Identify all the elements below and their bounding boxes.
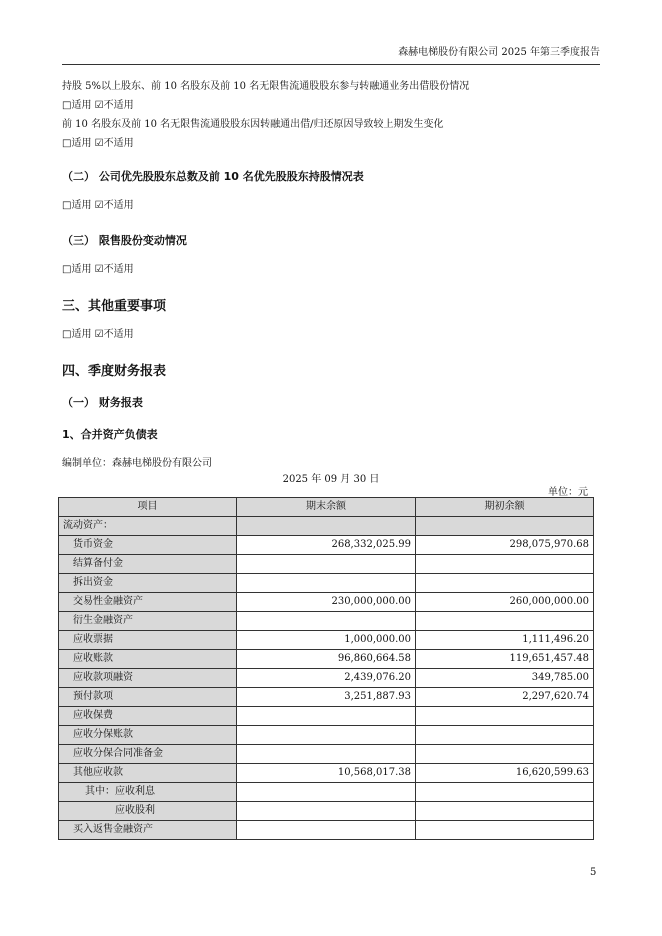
- row-label: 应收款项融资: [59, 669, 237, 688]
- column-header-begin-balance: 期初余额: [416, 498, 594, 517]
- section-heading-financial: 四、季度财务报表: [62, 364, 167, 379]
- row-label: 拆出资金: [59, 574, 237, 593]
- row-label: 应收账款: [59, 650, 237, 669]
- begin-value: [416, 555, 594, 574]
- begin-value: 2,297,620.74: [416, 688, 594, 707]
- begin-value: [416, 574, 594, 593]
- row-label: 买入返售金融资产: [59, 821, 237, 840]
- applicability-option: □适用 ☑不适用: [62, 329, 134, 340]
- table-row: [59, 821, 594, 840]
- end-value: [237, 555, 416, 574]
- begin-value: [416, 707, 594, 726]
- begin-value: [416, 612, 594, 631]
- begin-value: [416, 802, 594, 821]
- table-row: [59, 631, 594, 650]
- table-row: [59, 574, 594, 593]
- begin-value: [416, 517, 594, 536]
- section-heading-other: 三、其他重要事项: [62, 299, 167, 314]
- row-label: 交易性金融资产: [59, 593, 237, 612]
- row-label: 应收分保账款: [59, 726, 237, 745]
- table-row: [59, 650, 594, 669]
- section-heading-restricted: （三） 限售股份变动情况: [62, 234, 187, 247]
- subsection-heading-statements: （一） 财务报表: [62, 396, 143, 409]
- table-row: [59, 555, 594, 574]
- column-header-item: 项目: [59, 498, 237, 517]
- report-title: 森赫电梯股份有限公司 2025 年第三季度报告: [398, 47, 600, 58]
- begin-value: [416, 783, 594, 802]
- balance-sheet-table: [58, 497, 594, 840]
- table-row: [59, 593, 594, 612]
- end-value: 3,251,887.93: [237, 688, 416, 707]
- applicability-option: □适用 ☑不适用: [62, 138, 134, 149]
- end-value: [237, 726, 416, 745]
- report-date: 2025 年 09 月 30 日: [282, 474, 380, 485]
- end-value: [237, 707, 416, 726]
- row-label: 预付款项: [59, 688, 237, 707]
- begin-value: 260,000,000.00: [416, 593, 594, 612]
- table-row: [59, 764, 594, 783]
- table-row: [59, 536, 594, 555]
- begin-value: [416, 745, 594, 764]
- row-label: 其他应收款: [59, 764, 237, 783]
- begin-value: 16,620,599.63: [416, 764, 594, 783]
- begin-value: [416, 821, 594, 840]
- end-value: 230,000,000.00: [237, 593, 416, 612]
- begin-value: 119,651,457.48: [416, 650, 594, 669]
- table-row: [59, 745, 594, 764]
- begin-value: 349,785.00: [416, 669, 594, 688]
- table-row: [59, 783, 594, 802]
- begin-value: 298,075,970.68: [416, 536, 594, 555]
- row-label: 应收票据: [59, 631, 237, 650]
- end-value: 2,439,076.20: [237, 669, 416, 688]
- table-row: [59, 688, 594, 707]
- end-value: [237, 821, 416, 840]
- row-label: 应收保费: [59, 707, 237, 726]
- lending-change-text: 前 10 名股东及前 10 名无限售流通股股东因转融通出借/归还原因导致较上期发生变化: [62, 119, 444, 130]
- table-row: [59, 669, 594, 688]
- end-value: [237, 574, 416, 593]
- row-label: 应收分保合同准备金: [59, 745, 237, 764]
- end-value: 1,000,000.00: [237, 631, 416, 650]
- end-value: [237, 517, 416, 536]
- end-value: 10,568,017.38: [237, 764, 416, 783]
- applicability-option: □适用 ☑不适用: [62, 200, 134, 211]
- applicability-option: □适用 ☑不适用: [62, 264, 134, 275]
- begin-value: [416, 726, 594, 745]
- subsection-heading-balance-sheet: 1、合并资产负债表: [62, 428, 158, 441]
- row-label: 结算备付金: [59, 555, 237, 574]
- compiler-unit: 编制单位：森赫电梯股份有限公司: [62, 458, 212, 469]
- table-header-row: [59, 498, 594, 517]
- page-header: [62, 46, 600, 65]
- applicability-option: □适用 ☑不适用: [62, 100, 134, 111]
- end-value: 96,860,664.58: [237, 650, 416, 669]
- row-label: 流动资产：: [59, 517, 237, 536]
- row-label: 其中：应收利息: [59, 783, 237, 802]
- lending-shares-text: 持股 5%以上股东、前 10 名股东及前 10 名无限售流通股股东参与转融通业务出借股份情况: [62, 81, 470, 92]
- end-value: [237, 802, 416, 821]
- column-header-end-balance: 期末余额: [237, 498, 416, 517]
- end-value: [237, 745, 416, 764]
- row-label: 衍生金融资产: [59, 612, 237, 631]
- table-row: [59, 517, 594, 536]
- section-heading-preferred: （二） 公司优先股股东总数及前 10 名优先股股东持股情况表: [62, 170, 364, 183]
- table-row: [59, 726, 594, 745]
- row-label: 货币资金: [59, 536, 237, 555]
- page-number: 5: [590, 867, 597, 878]
- end-value: [237, 783, 416, 802]
- begin-value: 1,111,496.20: [416, 631, 594, 650]
- table-row: [59, 612, 594, 631]
- row-label: 应收股利: [59, 802, 237, 821]
- table-row: [59, 802, 594, 821]
- currency-unit: 单位：元: [548, 487, 588, 498]
- end-value: 268,332,025.99: [237, 536, 416, 555]
- table-row: [59, 707, 594, 726]
- end-value: [237, 612, 416, 631]
